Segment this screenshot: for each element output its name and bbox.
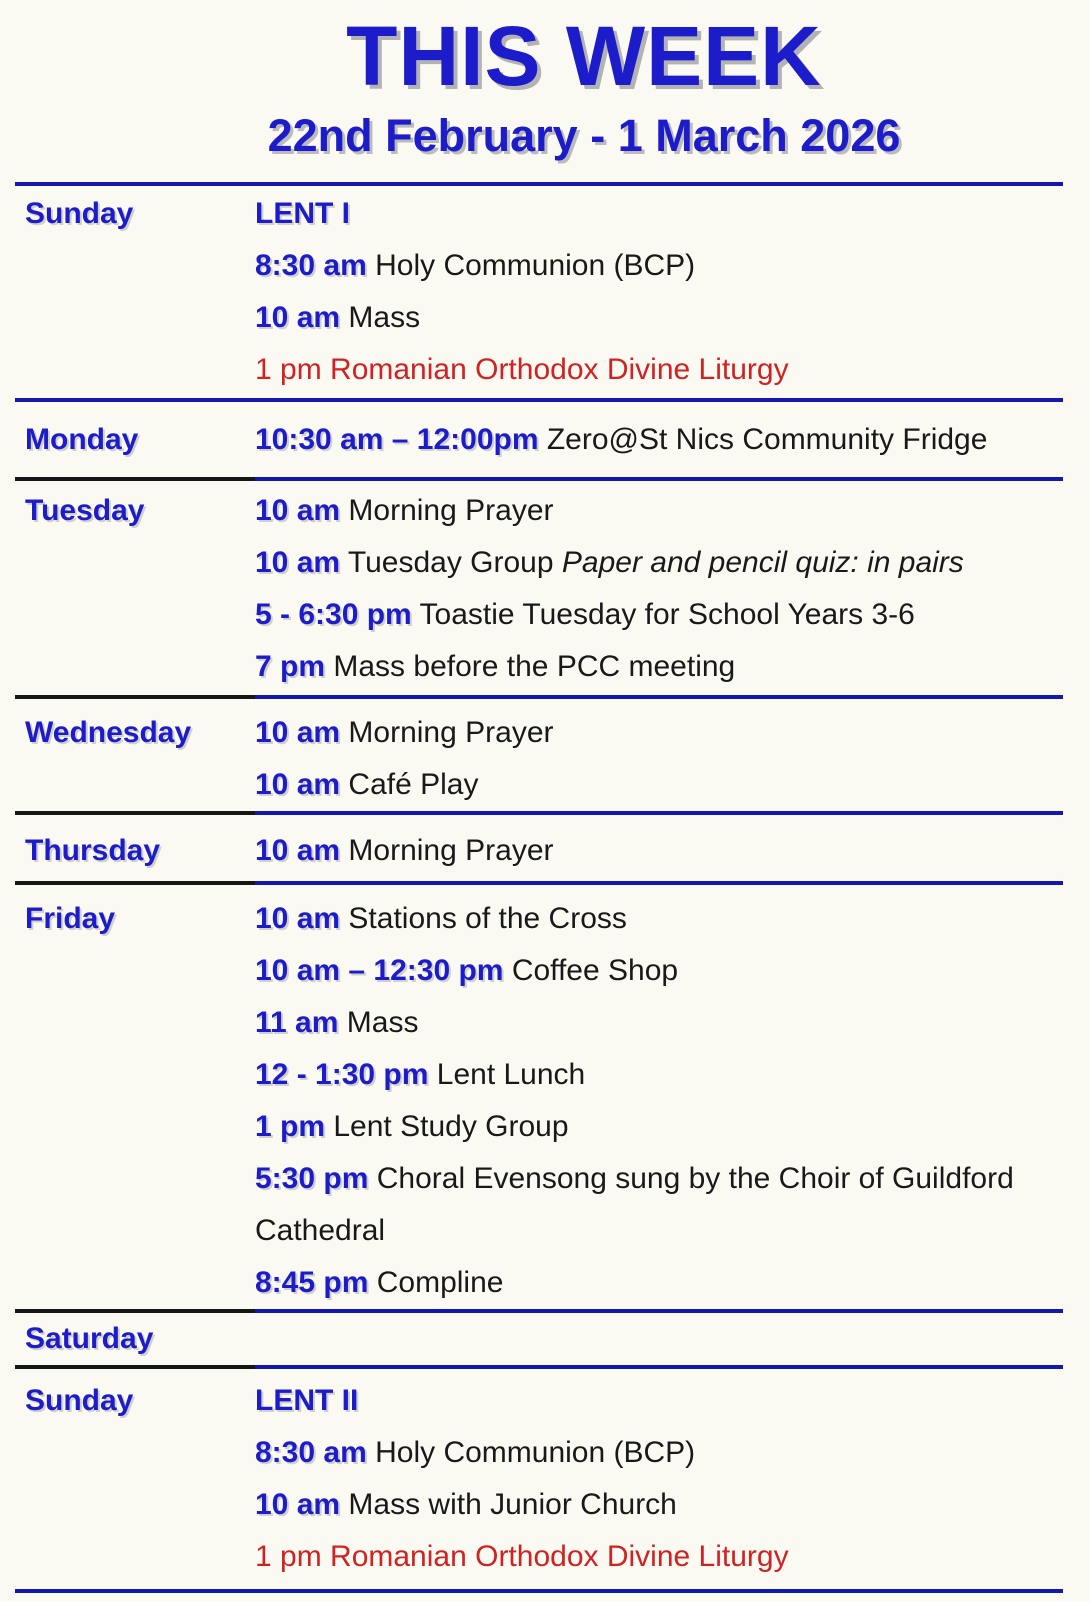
event-time: 10 am	[255, 301, 341, 334]
schedule-row	[15, 811, 1063, 881]
date-range: 22nd February - 1 March 2026	[267, 110, 901, 161]
event-time: 10 am	[255, 834, 341, 867]
event-line	[255, 825, 1055, 877]
event-time: 10 am – 12:30 pm	[255, 954, 504, 987]
day-events	[255, 1309, 1063, 1365]
event-line	[255, 1427, 1055, 1479]
day-label-sunday-2: Sunday	[15, 1365, 255, 1589]
schedule-row	[15, 186, 1063, 398]
page-title: THIS WEEK	[346, 9, 822, 103]
day-events	[255, 881, 1063, 1309]
event-line	[255, 997, 1055, 1049]
day-events	[255, 398, 1063, 477]
event-time: 1 pm	[255, 1110, 326, 1143]
event-time: 10 am	[255, 494, 341, 527]
event-time: 5:30 pm	[255, 1162, 369, 1195]
event-text: Café Play	[348, 768, 479, 801]
event-note-italic: Paper and pencil quiz: in pairs	[561, 546, 964, 579]
day-events	[255, 695, 1063, 811]
schedule-row	[15, 1309, 1063, 1365]
event-line	[255, 945, 1055, 997]
event-text-red: 1 pm Romanian Orthodox Divine Liturgy	[255, 1540, 789, 1573]
day-events	[255, 186, 1063, 398]
day-label-tuesday: Tuesday	[15, 477, 255, 695]
event-text: Morning Prayer	[348, 716, 554, 749]
event-text: Stations of the Cross	[348, 902, 627, 935]
event-time: 10 am	[255, 546, 341, 579]
event-text-red: 1 pm Romanian Orthodox Divine Liturgy	[255, 353, 789, 386]
event-time: 10 am	[255, 902, 341, 935]
event-line	[255, 537, 1055, 589]
event-text: Coffee Shop	[511, 954, 679, 987]
event-text: Zero@St Nics Community Fridge	[546, 423, 988, 456]
schedule-row	[15, 695, 1063, 811]
event-line	[255, 240, 1055, 292]
event-line	[255, 1479, 1055, 1531]
day-label-thursday: Thursday	[15, 811, 255, 881]
event-text: Choral Evensong sung by the Choir of Guildford Cathedral	[255, 1162, 1014, 1247]
event-line	[255, 589, 1055, 641]
event-text: Morning Prayer	[348, 494, 554, 527]
newsletter-page	[15, 0, 1063, 1593]
event-text: Compline	[376, 1266, 504, 1299]
event-text: Lent Lunch	[436, 1058, 586, 1091]
event-time: 10:30 am – 12:00pm	[255, 423, 539, 456]
event-text: Mass	[348, 301, 421, 334]
event-text: Tuesday Group	[347, 546, 554, 579]
event-line	[255, 1049, 1055, 1101]
event-text: Lent Study Group	[333, 1110, 569, 1143]
day-label-monday: Monday	[15, 398, 255, 477]
event-text: Mass	[346, 1006, 419, 1039]
event-time: 12 - 1:30 pm	[255, 1058, 429, 1091]
day-label-friday: Friday	[15, 881, 255, 1309]
day-label-wednesday: Wednesday	[15, 695, 255, 811]
event-time: 8:30 am	[255, 249, 367, 282]
event-line	[255, 292, 1055, 344]
event-line	[255, 707, 1055, 759]
event-line	[255, 893, 1055, 945]
event-text: Morning Prayer	[348, 834, 554, 867]
event-time: 7 pm	[255, 650, 326, 683]
event-line	[255, 1531, 1055, 1583]
day-label-saturday: Saturday	[15, 1309, 255, 1365]
event-line	[255, 759, 1055, 811]
schedule-row	[15, 881, 1063, 1309]
event-line	[255, 414, 1055, 466]
event-line	[255, 485, 1055, 537]
event-time: 11 am	[255, 1006, 339, 1039]
event-line	[255, 344, 1055, 396]
event-time: 5 - 6:30 pm	[255, 598, 412, 631]
event-line	[255, 1257, 1055, 1309]
event-line	[255, 1101, 1055, 1153]
event-time: 10 am	[255, 768, 341, 801]
event-text: Holy Communion (BCP)	[375, 1436, 696, 1469]
day-label-sunday: Sunday	[25, 197, 134, 230]
day-events	[255, 811, 1063, 881]
event-time: 10 am	[255, 716, 341, 749]
event-line	[255, 188, 1055, 240]
event-text: Mass before the PCC meeting	[333, 650, 736, 683]
schedule-table	[15, 182, 1063, 1593]
day-events	[255, 477, 1063, 695]
event-heading: LENT II	[255, 1384, 359, 1417]
event-text: Mass with Junior Church	[348, 1488, 677, 1521]
event-text: Holy Communion (BCP)	[375, 249, 696, 282]
event-text: Toastie Tuesday for School Years 3-6	[419, 598, 915, 631]
event-heading: LENT I	[255, 197, 350, 230]
event-time: 8:45 pm	[255, 1266, 369, 1299]
event-time: 8:30 am	[255, 1436, 367, 1469]
schedule-row	[15, 1365, 1063, 1589]
event-line	[255, 1153, 1055, 1257]
day-events	[255, 1365, 1063, 1589]
event-time: 10 am	[255, 1488, 341, 1521]
header	[15, 0, 1063, 182]
schedule-row	[15, 477, 1063, 695]
schedule-row	[15, 398, 1063, 477]
event-line	[255, 1375, 1055, 1427]
event-line	[255, 641, 1055, 693]
